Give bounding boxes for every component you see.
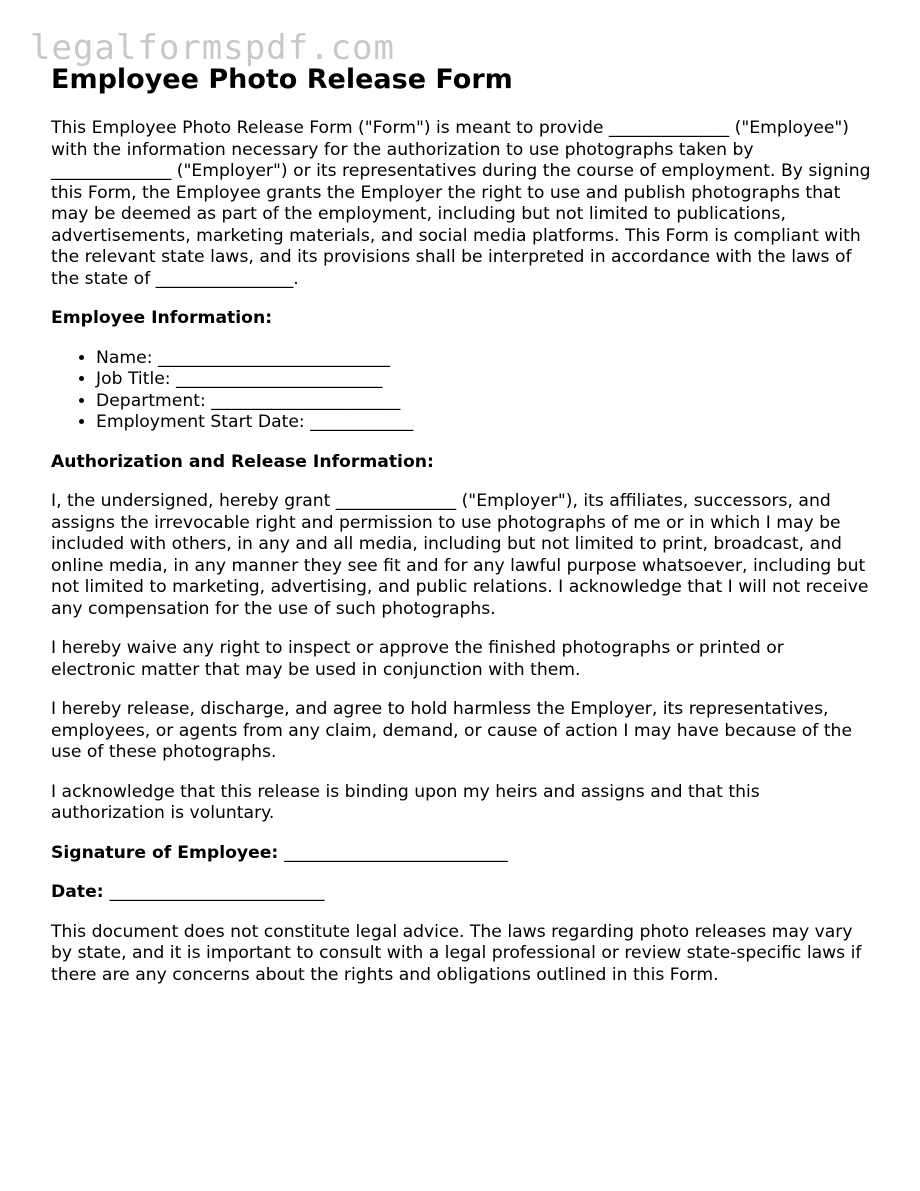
date-label: Date: <box>51 882 104 902</box>
watermark-logo: legalformspdf.com <box>30 28 395 68</box>
authorization-grant-paragraph: I, the undersigned, hereby grant ______________ ("Employer"), its affiliates, successors, and assigns the irrevocable right and permission to use photographs of me or in which I may be included with others, in any and all media, including but not limited to print, broadcast, and online media, in any manner they see fit and for any lawful purpose whatsoever, including but not limited to marketing, advertising, and public relations. I acknowledge that I will not receive any compensation for the use of such photographs. <box>51 491 869 619</box>
waiver-paragraph: I hereby waive any right to inspect or approve the finished photographs or printed or electronic matter that may be used in conjunction with them. <box>51 638 784 680</box>
authorization-heading: Authorization and Release Information: <box>51 451 434 472</box>
date-line <box>51 882 871 904</box>
employee-info-heading: Employee Information: <box>51 308 273 328</box>
document-page <box>51 62 871 986</box>
signature-blank: __________________________ <box>284 842 508 863</box>
date-blank: _________________________ <box>109 882 325 902</box>
department-field: • Department: ______________________ <box>96 391 871 413</box>
page-title: Employee Photo Release Form <box>51 64 513 95</box>
employee-info-list <box>51 348 871 434</box>
employee-name-field: • Name: ___________________________ <box>96 348 871 370</box>
release-paragraph: I hereby release, discharge, and agree to hold harmless the Employer, its representatives, employees, or agents from any claim, demand, or cause of action I may have because of the use of these photographs. <box>51 699 853 762</box>
signature-label: Signature of Employee: <box>51 842 279 863</box>
job-title-field: • Job Title: ________________________ <box>96 369 871 391</box>
start-date-field: • Employment Start Date: ____________ <box>96 412 871 434</box>
binding-paragraph: I acknowledge that this release is binding upon my heirs and assigns and that this authorization is voluntary. <box>51 781 760 823</box>
intro-paragraph: This Employee Photo Release Form ("Form") is meant to provide ______________ ("Employee") with the information necessary for the authorization to use photographs taken by ______________ ("Employer") or its representatives during the course of employment. By signing this Form, the Employee grants the Employer the right to use and publish photographs that may be deemed as part of the employment, including but not limited to publications, advertisements, marketing materials, and social media platforms. This Form is compliant with the relevant state laws, and its provisions shall be interpreted in accordance with the laws of the state of ________________. <box>51 118 871 289</box>
disclaimer-paragraph: This document does not constitute legal advice. The laws regarding photo releases may vary by state, and it is important to consult with a legal professional or review state-specific laws if there are any concerns about the rights and obligations outlined in this Form. <box>51 921 862 985</box>
signature-line <box>51 843 871 865</box>
